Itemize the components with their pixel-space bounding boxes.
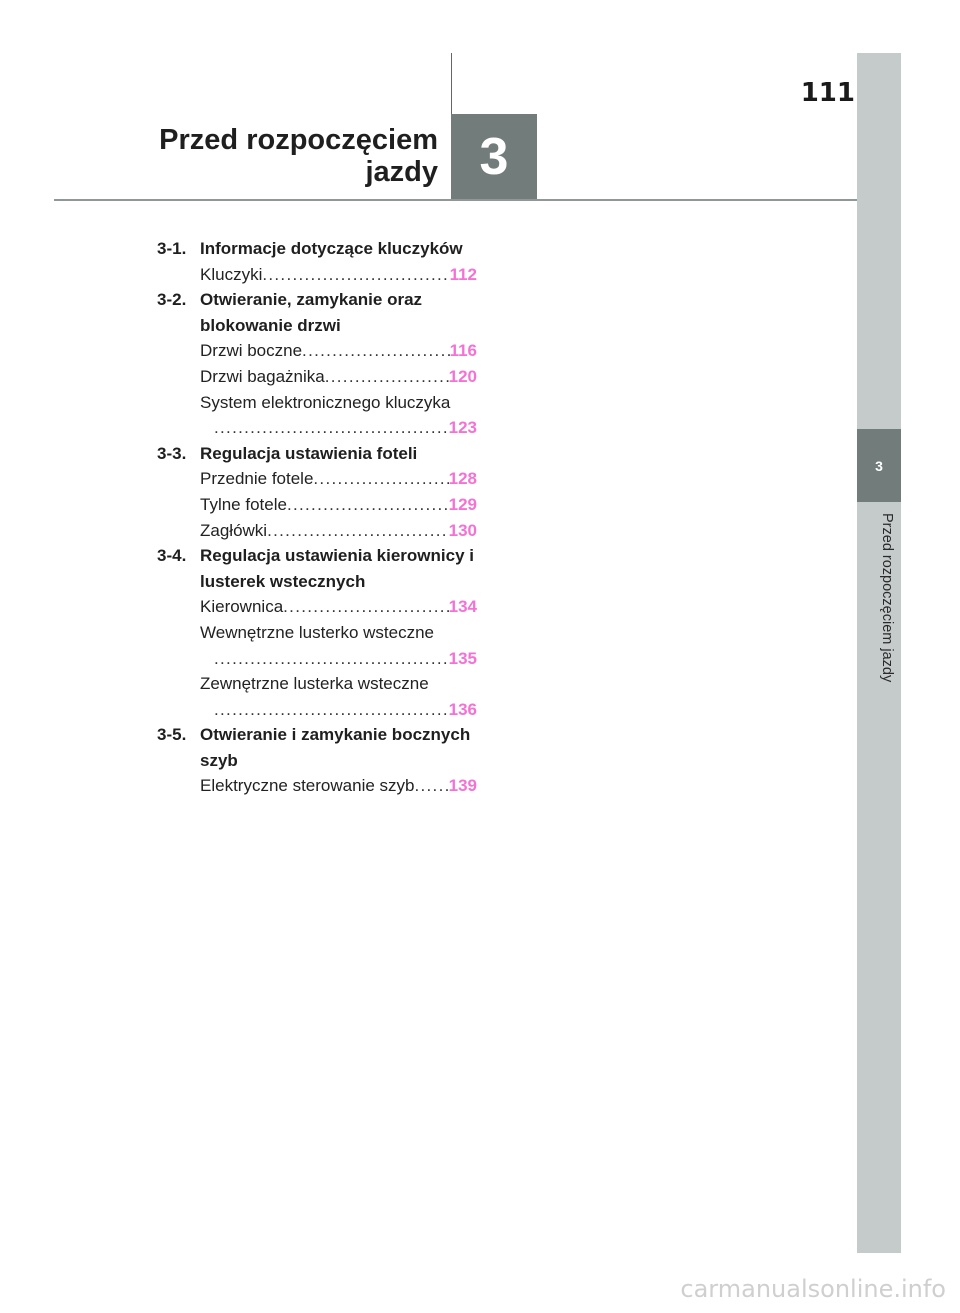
toc-entry-label: Drzwi boczne [200, 341, 303, 361]
toc-entry-wrapped[interactable] [200, 620, 477, 671]
toc-page-link[interactable]: 134 [448, 597, 477, 617]
chapter-title-line1: Przed rozpoczęciem [159, 124, 438, 156]
toc-entry[interactable] [200, 262, 477, 288]
toc-entry[interactable] [200, 338, 477, 364]
toc-page-link[interactable]: 112 [449, 264, 477, 284]
toc-section-number: 3-4. [157, 546, 187, 566]
toc-page-link[interactable]: 123 [448, 418, 477, 438]
toc-entry-continuation [214, 415, 477, 441]
toc-entry[interactable] [200, 773, 477, 799]
toc-section [157, 287, 477, 441]
toc-entry-continuation [214, 697, 477, 723]
toc-entry-wrapped[interactable] [200, 671, 477, 722]
toc-entry[interactable] [200, 594, 477, 620]
toc-section-heading [157, 441, 477, 467]
toc-entry-label: Zewnętrzne lusterka wsteczne [200, 674, 429, 694]
toc-entry-label: Tylne fotele [200, 494, 287, 514]
watermark: carmanualsonline.info [680, 1275, 946, 1303]
toc-entry[interactable] [200, 466, 477, 492]
toc-entry-label: Elektryczne sterowanie szyb [200, 776, 415, 796]
toc-section-number: 3-3. [157, 443, 187, 463]
toc-leader [414, 773, 448, 799]
toc-leader [325, 364, 449, 390]
toc-section-number: 3-5. [157, 725, 187, 745]
toc-leader [302, 338, 450, 364]
toc-section-heading [157, 287, 477, 338]
chapter-number-box: 3 [451, 114, 537, 200]
toc-leader [214, 415, 449, 441]
toc-section-title: Informacje dotyczące kluczyków [200, 239, 463, 258]
toc-entry-wrapped[interactable] [200, 390, 477, 441]
toc-section-heading [157, 722, 477, 773]
toc-entry-label: Drzwi bagażnika [200, 366, 325, 386]
toc-section-number: 3-2. [157, 290, 187, 310]
toc-entry-continuation [214, 646, 477, 672]
toc-page-link[interactable]: 135 [448, 648, 477, 668]
toc-entry[interactable] [200, 492, 477, 518]
toc-section [157, 543, 477, 722]
toc-leader [267, 518, 449, 544]
chapter-title [120, 124, 438, 188]
toc-section-heading [157, 543, 477, 594]
side-tab-number[interactable]: 3 [857, 429, 901, 502]
toc-entry-label: Przednie fotele [200, 469, 314, 489]
toc-leader [283, 594, 448, 620]
toc-leader [262, 262, 449, 288]
toc-section-number: 3-1. [157, 239, 187, 258]
toc-leader [287, 492, 449, 518]
toc-page-link[interactable]: 130 [448, 520, 477, 540]
toc-section-title: Otwieranie, zamykanie oraz blokowanie drzwi [200, 290, 423, 335]
toc-entry-label: System elektronicznego kluczyka [200, 392, 451, 412]
toc-section [157, 441, 477, 543]
toc-page-link[interactable]: 128 [448, 469, 477, 489]
toc-leader [214, 697, 449, 723]
toc-entry-label: Wewnętrzne lusterko wsteczne [200, 622, 435, 642]
toc-entry-label: Zagłówki [200, 520, 268, 540]
toc-section [157, 236, 477, 287]
toc-page-link[interactable]: 129 [448, 494, 477, 514]
toc-section-title: Otwieranie i zamykanie bocznych szyb [200, 725, 471, 770]
chapter-title-line2: jazdy [365, 156, 438, 188]
toc-entry-label: Kluczyki [200, 264, 263, 284]
toc-page-link[interactable]: 116 [449, 341, 477, 361]
toc-entry[interactable] [200, 518, 477, 544]
toc-page-link[interactable]: 120 [448, 366, 477, 386]
toc-leader [214, 646, 449, 672]
toc-page-link[interactable]: 139 [448, 776, 477, 796]
toc-section-heading [157, 236, 477, 262]
side-tab-label: Przed rozpoczęciem jazdy [879, 513, 895, 683]
toc-section-title: Regulacja ustawienia foteli [200, 443, 418, 463]
header-rule [54, 199, 857, 201]
toc-entry[interactable] [200, 364, 477, 390]
toc-section-title: Regulacja ustawienia kierownicy i lusterek wstecznych [200, 546, 474, 591]
toc-entry-label: Kierownica [200, 597, 284, 617]
page-number: 111 [800, 78, 855, 108]
toc-section [157, 722, 477, 799]
table-of-contents [157, 236, 477, 799]
toc-leader [313, 466, 448, 492]
header-divider [451, 53, 452, 115]
toc-page-link[interactable]: 136 [448, 699, 477, 719]
